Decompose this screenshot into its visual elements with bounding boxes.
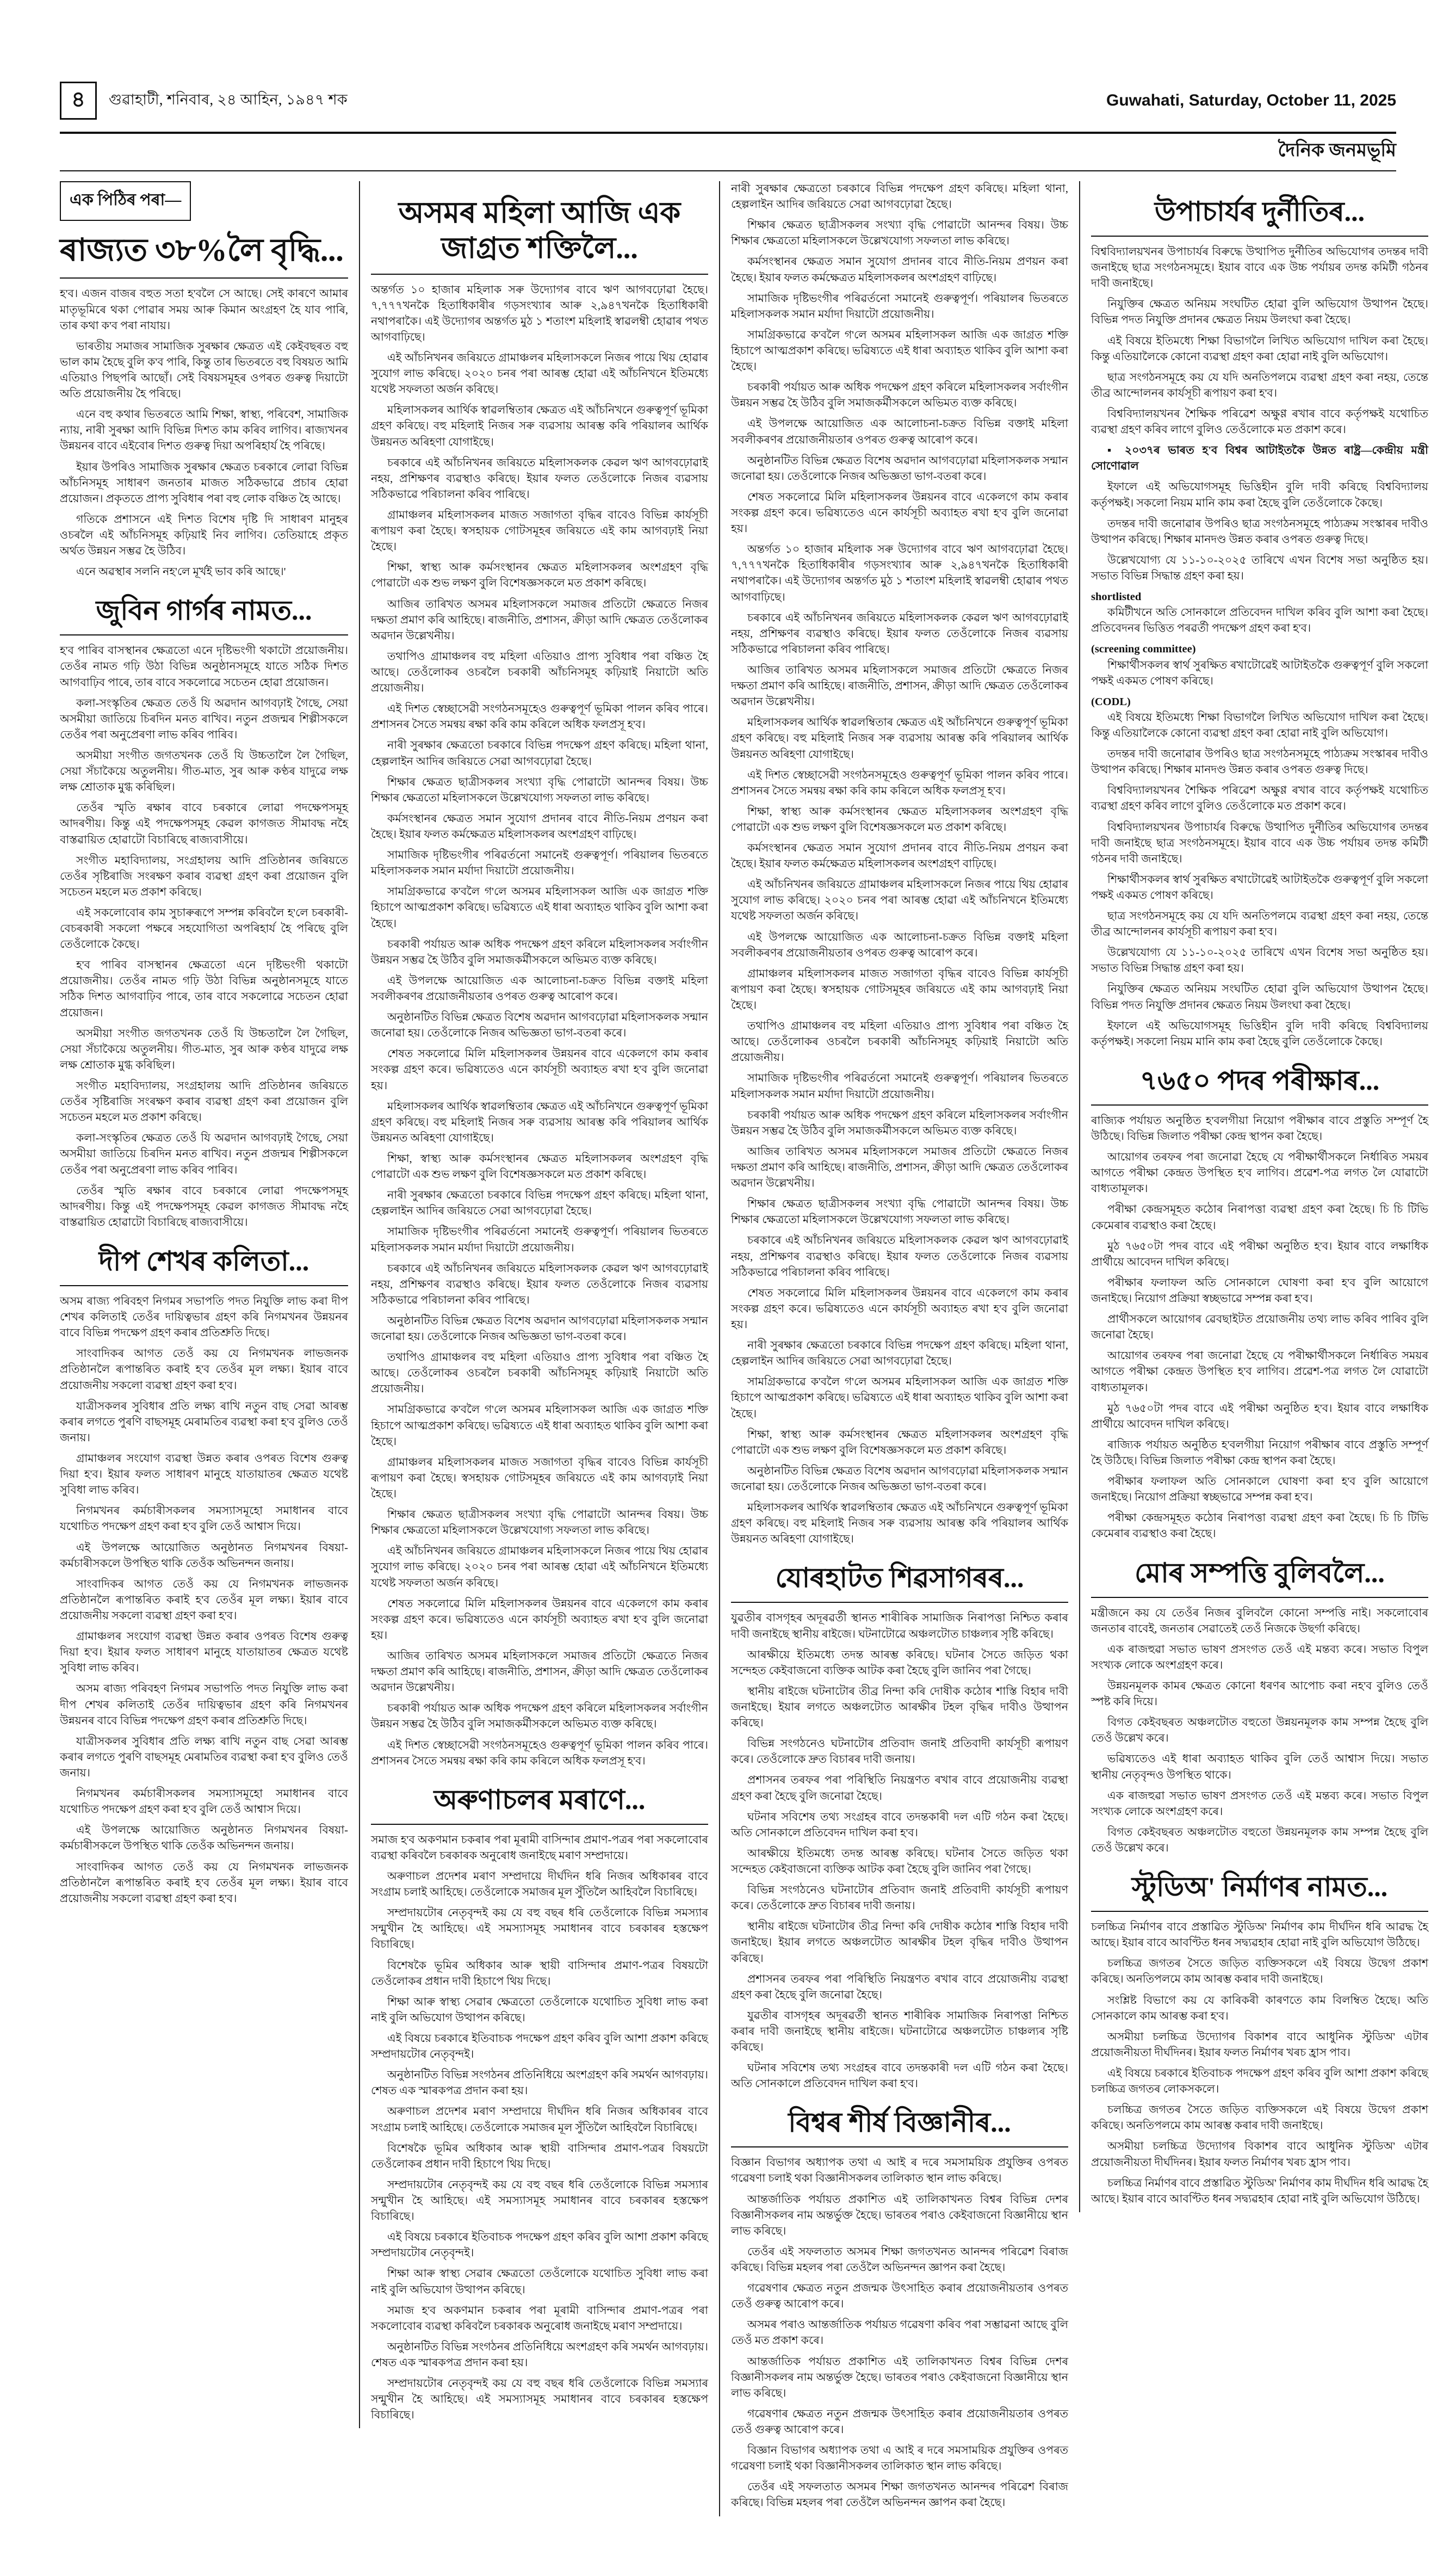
paragraph: নিযুক্তিৰ ক্ষেত্ৰত অনিয়ম সংঘটিত হোৱা বুলি অভিযোগ উত্থাপন হৈছে। বিভিন্ন পদত নিযুক্তি প্ৰদানৰ ক্ষেত্ৰত নিয়ম উলংঘা কৰা হৈছে। bbox=[1091, 983, 1428, 1011]
paragraph: শেষত সকলোৱে মিলি মহিলাসকলৰ উন্নয়নৰ বাবে একেলগে কাম কৰাৰ সংকল্প গ্ৰহণ কৰে। ভৱিষ্যতেও এনে কাৰ্যসূচী অব্যাহত ৰখা হ'ব বুলি জনোৱা হয়। bbox=[731, 1287, 1068, 1331]
paragraph: আজিৰ তাৰিখত অসমৰ মহিলাসকলে সমাজৰ প্ৰতিটো ক্ষেত্ৰতে নিজৰ দক্ষতা প্ৰমাণ কৰি আহিছে। ৰাজনীতি, প্ৰশাসন, ক্ৰীড়া আদি ক্ষেত্ৰত তেওঁলোকৰ অৱদান উল্লেখনীয়। bbox=[731, 1145, 1068, 1190]
paragraph: এই আঁচনিখনৰ জৰিয়তে গ্ৰামাঞ্চলৰ মহিলাসকলে নিজৰ পায়ে থিয় হোৱাৰ সুযোগ লাভ কৰিছে। ২০২০ চনৰ পৰা আৰম্ভ হোৱা এই আঁচনিখনে ইতিমধ্যে যথেষ্ট সফলতা অৰ্জন কৰিছে। bbox=[371, 352, 708, 396]
column-4 bbox=[1091, 181, 1428, 2212]
paragraph: এই দিশত স্বেচ্ছাসেৱী সংগঠনসমূহেও গুৰুত্বপূৰ্ণ ভূমিকা পালন কৰিব পাৰে। প্ৰশাসনৰ সৈতে সমন্বয় ৰক্ষা কৰি কাম কৰিলে অধিক ফলপ্ৰসূ হ'ব। bbox=[371, 703, 708, 731]
paragraph: গৱেষণাৰ ক্ষেত্ৰত নতুন প্ৰজন্মক উৎসাহিত কৰাৰ প্ৰয়োজনীয়তাৰ ওপৰত তেওঁ গুৰুত্ব আৰোপ কৰে। bbox=[731, 2408, 1068, 2436]
headline-rule bbox=[731, 1602, 1068, 1603]
paragraph: বিশ্ববিদ্যালয়খনৰ শৈক্ষিক পৰিৱেশ অক্ষুণ্ণ ৰখাৰ বাবে কৰ্তৃপক্ষই যথোচিত ব্যৱস্থা গ্ৰহণ কৰিব লাগে বুলিও তেওঁলোকে মত প্ৰকাশ কৰে। bbox=[1091, 408, 1428, 436]
paragraph: চৰকাৰে এই আঁচনিখনৰ জৰিয়তে মহিলাসকলক কেৱল ঋণ আগবঢ়োৱাই নহয়, প্ৰশিক্ষণৰ ব্যৱস্থাও কৰিছে। ইয়াৰ ফলত তেওঁলোকে নিজৰ ব্যৱসায় সঠিকভাৱে পৰিচালনা কৰিব পাৰিছে। bbox=[731, 612, 1068, 656]
paragraph: অসম ৰাজ্য পৰিবহণ নিগমৰ সভাপতি পদত নিযুক্তি লাভ কৰা দীপ শেখৰ কলিতাই তেওঁৰ দায়িত্বভাৰ গ্ৰহণ কৰি নিগমখনৰ উন্নয়নৰ বাবে বিভিন্ন পদক্ষেপ গ্ৰহণ কৰাৰ প্ৰতিশ্ৰুতি দিছে। bbox=[60, 1683, 348, 1727]
paragraph: উল্লেখযোগ্য যে ১১-১০-২০২৫ তাৰিখে এখন বিশেষ সভা অনুষ্ঠিত হয়। সভাত বিভিন্ন সিদ্ধান্ত গ্ৰহণ কৰা হয়। bbox=[1091, 554, 1428, 582]
article-body-rajyat bbox=[60, 286, 348, 580]
paragraph: সমাজ হ'ব অকণমান চকৰাৰ পৰা মূৰামী বাসিন্দাৰ প্ৰমাণ-পত্ৰৰ পৰা সকলোবোৰ ব্যৱস্থা কৰিবলৈ চৰকাৰক অনুৰোধ জনাইছে মৰাণ সম্প্ৰদায়ে। bbox=[371, 2304, 708, 2332]
paragraph: বিগত কেইবছৰত অঞ্চলটোত বহুতো উন্নয়নমূলক কাম সম্পন্ন হৈছে বুলি তেওঁ উল্লেখ কৰে। bbox=[1091, 1826, 1428, 1854]
paragraph: শিক্ষাৰ্থীসকলৰ স্বাৰ্থ সুৰক্ষিত ৰখাটোৱেই আটাইতকৈ গুৰুত্বপূৰ্ণ বুলি সকলো পক্ষই একমত পোষণ কৰিছে। bbox=[1091, 873, 1428, 902]
masthead-left bbox=[60, 82, 348, 120]
paragraph: অসমীয়া সংগীত জগতখনক তেওঁ যি উচ্চতালৈ লৈ গৈছিল, সেয়া সঁচাকৈয়ে অতুলনীয়। গীত-মাত, সুৰ আৰু কণ্ঠৰ যাদুৱে লক্ষ লক্ষ শ্ৰোতাক মুগ্ধ কৰিছিল। bbox=[60, 1027, 348, 1071]
paragraph: এক ৰাজহুৱা সভাত ভাষণ প্ৰসংগত তেওঁ এই মন্তব্য কৰে। সভাত বিপুল সংখ্যক লোকে অংশগ্ৰহণ কৰে। bbox=[1091, 1643, 1428, 1671]
paragraph: প্ৰশাসনৰ তৰফৰ পৰা পৰিস্থিতি নিয়ন্ত্ৰণত ৰখাৰ বাবে প্ৰয়োজনীয় ব্যৱস্থা গ্ৰহণ কৰা হৈছে বুলি জনোৱা হৈছে। bbox=[731, 1973, 1068, 2001]
paragraph: ছাত্ৰ সংগঠনসমূহে কয় যে যদি অনতিপলমে ব্যৱস্থা গ্ৰহণ কৰা নহয়, তেন্তে তীব্ৰ আন্দোলনৰ কাৰ্যসূচী ৰূপায়ণ কৰা হ'ব। bbox=[1091, 371, 1428, 399]
headline-rule bbox=[60, 634, 348, 635]
paragraph: ছাত্ৰ সংগঠনসমূহে কয় যে যদি অনতিপলমে ব্যৱস্থা গ্ৰহণ কৰা নহয়, তেন্তে তীব্ৰ আন্দোলনৰ কাৰ্যসূচী ৰূপায়ণ কৰা হ'ব। bbox=[1091, 910, 1428, 939]
paragraph: শেষত সকলোৱে মিলি মহিলাসকলৰ উন্নয়নৰ বাবে একেলগে কাম কৰাৰ সংকল্প গ্ৰহণ কৰে। ভৱিষ্যতেও এনে কাৰ্যসূচী অব্যাহত ৰখা হ'ব বুলি জনোৱা হয়। bbox=[731, 491, 1068, 535]
paragraph: অসমীয়া চলচ্চিত্ৰ উদ্যোগৰ বিকাশৰ বাবে আধুনিক স্টুডিঅ' এটাৰ প্ৰয়োজনীয়তা দীৰ্ঘদিনৰ। ইয়াৰ ফলত নিৰ্মাণৰ খৰচ হ্ৰাস পাব। bbox=[1091, 2030, 1428, 2059]
article-arunachal bbox=[371, 1783, 708, 2424]
paragraph: অনুষ্ঠানটিত বিভিন্ন ক্ষেত্ৰত বিশেষ অৱদান আগবঢ়োৱা মহিলাসকলক সন্মান জনোৱা হয়। তেওঁলোকে নিজৰ অভিজ্ঞতা ভাগ-বতৰা কৰে। bbox=[371, 1314, 708, 1343]
paragraph: পৰীক্ষাৰ ফলাফল অতি সোনকালে ঘোষণা কৰা হ'ব বুলি আয়োগে জনাইছে। নিয়োগ প্ৰক্ৰিয়া স্বচ্ছভাৱে সম্পন্ন কৰা হ'ব। bbox=[1091, 1476, 1428, 1504]
paragraph: ঘটনাৰ সবিশেষ তথ্য সংগ্ৰহৰ বাবে তদন্তকাৰী দল এটি গঠন কৰা হৈছে। অতি সোনকালে প্ৰতিবেদন দাখিল কৰা হ'ব। bbox=[731, 1811, 1068, 1839]
paragraph: চৰকাৰী পৰ্যায়ত আৰু অধিক পদক্ষেপ গ্ৰহণ কৰিলে মহিলাসকলৰ সৰ্বাংগীন উন্নয়ন সম্ভৱ হৈ উঠিব বুলি সমাজকৰ্মীসকলে অভিমত ব্যক্ত কৰিছে। bbox=[371, 938, 708, 966]
paragraph: অৰুণাচল প্ৰদেশৰ মৰাণ সম্প্ৰদায়ে দীৰ্ঘদিন ধৰি নিজৰ অধিকাৰৰ বাবে সংগ্ৰাম চলাই আহিছে। তেওঁলোকে সমাজৰ মূল সুঁতিলৈ আহিবলৈ বিচাৰিছে। bbox=[371, 2106, 708, 2134]
headline-rule bbox=[371, 274, 708, 275]
headline-deep-shekhar: দীপ শেখৰ কলিতা... bbox=[98, 1246, 309, 1277]
page-content bbox=[60, 181, 1428, 2516]
paragraph: চৰকাৰী পৰ্যায়ত আৰু অধিক পদক্ষেপ গ্ৰহণ কৰিলে মহিলাসকলৰ সৰ্বাংগীন উন্নয়ন সম্ভৱ হৈ উঠিব বুলি সমাজকৰ্মীসকলে অভিমত ব্যক্ত কৰিছে। bbox=[731, 1109, 1068, 1137]
paragraph: সামাজিক দৃষ্টিভংগীৰ পৰিৱৰ্তনো সমানেই গুৰুত্বপূৰ্ণ। পৰিয়ালৰ ভিতৰতে মহিলাসকলক সমান মৰ্যাদা দিয়াটো প্ৰয়োজনীয়। bbox=[371, 849, 708, 878]
paragraph: চলচ্চিত্ৰ জগতৰ সৈতে জড়িত ব্যক্তিসকলে এই বিষয়ে উদ্বেগ প্ৰকাশ কৰিছে। অনতিপলমে কাম আৰম্ভ কৰাৰ দাবী জনাইছে। bbox=[1091, 1958, 1428, 1986]
masthead-rule-thin bbox=[60, 170, 1396, 171]
paragraph: যুৱতীৰ বাসগৃহৰ অদূৰৱৰ্তী স্থানত শাৰীৰিক সামাজিক নিৰাপত্তা নিশ্চিত কৰাৰ দাবী জনাইছে স্থানীয় ৰাইজে। ঘটনাটোৱে অঞ্চলটোত চাঞ্চল্যৰ সৃষ্টি কৰিছে। bbox=[731, 1612, 1068, 1640]
paragraph: উন্নয়নমূলক কামৰ ক্ষেত্ৰত কোনো ধৰণৰ আপোচ কৰা নহ'ব বুলিও তেওঁ স্পষ্ট কৰি দিয়ে। bbox=[1091, 1680, 1428, 1708]
dateline-english: Guwahati, Saturday, October 11, 2025 bbox=[1106, 91, 1396, 109]
paragraph: আজিৰ তাৰিখত অসমৰ মহিলাসকলে সমাজৰ প্ৰতিটো ক্ষেত্ৰতে নিজৰ দক্ষতা প্ৰমাণ কৰি আহিছে। ৰাজনীতি, প্ৰশাসন, ক্ৰীড়া আদি ক্ষেত্ৰত তেওঁলোকৰ অৱদান উল্লেখনীয়। bbox=[731, 664, 1068, 708]
paragraph: অন্তৰ্গত ১০ হাজাৰ মহিলাক সৰু উদ্যোগৰ বাবে ঋণ আগবঢ়োৱা হৈছে। ৭,৭৭৭খনকৈ হিতাধিকাৰীৰ গড়সংখ্যাৰ আৰু ২,৯৪৭খনকৈ হিতাধিকাৰী নথাপৰাকৈ। এই উদ্যোগৰ অন্তৰ্গত মুঠ ১ শতাংশ মহিলাই স্বাৱলম্বী হোৱাৰ পথত আগবাঢ়িছে। bbox=[371, 283, 708, 343]
article-studio bbox=[1091, 1871, 1428, 2207]
article-body-scientist bbox=[731, 2155, 1068, 2511]
paragraph: নাৰী সুৰক্ষাৰ ক্ষেত্ৰতো চৰকাৰে বিভিন্ন পদক্ষেপ গ্ৰহণ কৰিছে। মহিলা থানা, হেল্পলাইন আদিৰ জৰিয়তে সেৱা আগবঢ়োৱা হৈছে। bbox=[731, 183, 1068, 211]
paragraph: কলা-সংস্কৃতিৰ ক্ষেত্ৰত তেওঁ যি অৱদান আগবঢ়াই গৈছে, সেয়া অসমীয়া জাতিয়ে চিৰদিন মনত ৰাখিব। নতুন প্ৰজন্মৰ শিল্পীসকলে তেওঁৰ পৰা অনুপ্ৰেৰণা লাভ কৰিব পাৰিব। bbox=[60, 1132, 348, 1176]
article-body-jorhat bbox=[731, 1610, 1068, 2092]
headline-arunachal: অৰুণাচলৰ মৰাণে... bbox=[433, 1784, 646, 1815]
dateline-assamese: গুৱাহাটী, শনিবাৰ, ২৪ আহিন, ১৯৪৭ শক bbox=[108, 91, 348, 108]
paragraph: কৰ্মসংস্থানৰ ক্ষেত্ৰত সমান সুযোগ প্ৰদানৰ বাবে নীতি-নিয়ম প্ৰণয়ন কৰা হৈছে। ইয়াৰ ফলত কৰ্মক্ষেত্ৰত মহিলাসকলৰ অংশগ্ৰহণ বাঢ়িছে। bbox=[731, 842, 1068, 871]
paragraph: ৰাজ্যিক পৰ্যায়ত অনুষ্ঠিত হ'বলগীয়া নিয়োগ পৰীক্ষাৰ বাবে প্ৰস্তুতি সম্পূৰ্ণ হৈ উঠিছে। বিভিন্ন জিলাত পৰীক্ষা কেন্দ্ৰ স্থাপন কৰা হৈছে। bbox=[1091, 1439, 1428, 1467]
paragraph: মন্ত্ৰীজনে কয় যে তেওঁৰ নিজৰ বুলিবলৈ কোনো সম্পত্তি নাই। সকলোবোৰ জনতাৰ বাবেই, জনতাৰ সেৱাতেই তেওঁ নিজকে উছৰ্গা কৰিছে। bbox=[1091, 1607, 1428, 1635]
paragraph: চৰকাৰে এই আঁচনিখনৰ জৰিয়তে মহিলাসকলক কেৱল ঋণ আগবঢ়োৱাই নহয়, প্ৰশিক্ষণৰ ব্যৱস্থাও কৰিছে। ইয়াৰ ফলত তেওঁলোকে নিজৰ ব্যৱসায় সঠিকভাৱে পৰিচালনা কৰিব পাৰিছে। bbox=[731, 1235, 1068, 1279]
paragraph: পৰীক্ষা কেন্দ্ৰসমূহত কঠোৰ নিৰাপত্তা ব্যৱস্থা গ্ৰহণ কৰা হৈছে। চি চি টিভি কেমেৰাৰ ব্যৱস্থাও কৰা হৈছে। bbox=[1091, 1203, 1428, 1232]
paragraph: যাত্ৰীসকলৰ সুবিধাৰ প্ৰতি লক্ষ্য ৰাখি নতুন বাছ সেৱা আৰম্ভ কৰাৰ লগতে পুৰণি বাছসমূহ মেৰামতিৰ ব্যৱস্থা কৰা হ'ব বুলিও তেওঁ জনায়। bbox=[60, 1735, 348, 1779]
article-body-jubin bbox=[60, 643, 348, 1231]
paragraph: মুঠ ৭৬৫০টা পদৰ বাবে এই পৰীক্ষা অনুষ্ঠিত হ'ব। ইয়াৰ বাবে লক্ষাধিক প্ৰাৰ্থীয়ে আবেদন দাখিল কৰিছে। bbox=[1091, 1240, 1428, 1268]
paragraph: শিক্ষাৰ ক্ষেত্ৰত ছাত্ৰীসকলৰ সংখ্যা বৃদ্ধি পোৱাটো আনন্দৰ বিষয়। উচ্চ শিক্ষাৰ ক্ষেত্ৰতো মহিলাসকলে উল্লেখযোগ্য সফলতা লাভ কৰিছে। bbox=[371, 776, 708, 804]
paragraph: চলচ্চিত্ৰ নিৰ্মাণৰ বাবে প্ৰস্তাৱিত স্টুডিঅ' নিৰ্মাণৰ কাম দীৰ্ঘদিন ধৰি আৱদ্ধ হৈ আছে। ইয়াৰ বাবে আবণ্টিত ধনৰ সদ্ব্যৱহাৰ হোৱা নাই বুলি অভিযোগ উঠিছে। bbox=[1091, 1921, 1428, 1949]
paragraph: অনুষ্ঠানটিত বিভিন্ন সংগঠনৰ প্ৰতিনিধিয়ে অংশগ্ৰহণ কৰি সমৰ্থন আগবঢ়ায়। শেষত এক স্মাৰকপত্ৰ প্ৰদান কৰা হয়। bbox=[371, 2341, 708, 2369]
paragraph: পৰীক্ষা কেন্দ্ৰসমূহত কঠোৰ নিৰাপত্তা ব্যৱস্থা গ্ৰহণ কৰা হৈছে। চি চি টিভি কেমেৰাৰ ব্যৱস্থাও কৰা হৈছে। bbox=[1091, 1512, 1428, 1540]
paragraph: তদন্তৰ দাবী জনোৱাৰ উপৰিও ছাত্ৰ সংগঠনসমূহে পাঠ্যক্ৰম সংস্কাৰৰ দাবীও উত্থাপন কৰিছে। শিক্ষাৰ মানদণ্ড উন্নত কৰাৰ ওপৰত গুৰুত্ব দিছে। bbox=[1091, 748, 1428, 776]
paragraph: প্ৰাৰ্থীসকলে আয়োগৰ ৱেবছাইটত প্ৰয়োজনীয় তথ্য লাভ কৰিব পাৰিব বুলি জনোৱা হৈছে। bbox=[1091, 1313, 1428, 1342]
paragraph: চৰকাৰে এই আঁচনিখনৰ জৰিয়তে মহিলাসকলক কেৱল ঋণ আগবঢ়োৱাই নহয়, প্ৰশিক্ষণৰ ব্যৱস্থাও কৰিছে। ইয়াৰ ফলত তেওঁলোকে নিজৰ ব্যৱসায় সঠিকভাৱে পৰিচালনা কৰিব পাৰিছে। bbox=[371, 1262, 708, 1306]
paragraph: শিক্ষা, স্বাস্থ্য আৰু কৰ্মসংস্থানৰ ক্ষেত্ৰত মহিলাসকলৰ অংশগ্ৰহণ বৃদ্ধি পোৱাটো এক শুভ লক্ষণ বুলি বিশেষজ্ঞসকলে মত প্ৰকাশ কৰিছে। bbox=[731, 805, 1068, 834]
paragraph: অসমৰ পৰাও আন্তৰ্জাতিক পৰ্যায়ত গৱেষণা কৰিব পৰা সম্ভাৱনা আছে বুলি তেওঁ মত প্ৰকাশ কৰে। bbox=[731, 2319, 1068, 2347]
column-2 bbox=[371, 181, 708, 2428]
paragraph: এই বিষয়ে চৰকাৰে ইতিবাচক পদক্ষেপ গ্ৰহণ কৰিব বুলি আশা প্ৰকাশ কৰিছে চলচ্চিত্ৰ জগতৰ লোকসকলে। bbox=[1091, 2067, 1428, 2096]
paragraph: মুঠ ৭৬৫০টা পদৰ বাবে এই পৰীক্ষা অনুষ্ঠিত হ'ব। ইয়াৰ বাবে লক্ষাধিক প্ৰাৰ্থীয়ে আবেদন দাখিল কৰিছে। bbox=[1091, 1402, 1428, 1430]
paragraph: বিশেষকৈ ভূমিৰ অধিকাৰ আৰু স্থায়ী বাসিন্দাৰ প্ৰমাণ-পত্ৰৰ বিষয়টো তেওঁলোকৰ প্ৰধান দাবী হিচাপে থিয় দিছে। bbox=[371, 1959, 708, 1988]
term-shortlisted: shortlisted bbox=[1091, 591, 1142, 603]
paragraph: এই উপলক্ষে আয়োজিত এক আলোচনা-চক্ৰত বিভিন্ন বক্তাই মহিলা সবলীকৰণৰ প্ৰয়োজনীয়তাৰ ওপৰত গুৰুত্ব আৰোপ কৰে। bbox=[371, 974, 708, 1003]
headline-rule bbox=[1091, 1104, 1428, 1106]
paragraph: অনুষ্ঠানটিত বিভিন্ন সংগঠনৰ প্ৰতিনিধিয়ে অংশগ্ৰহণ কৰি সমৰ্থন আগবঢ়ায়। শেষত এক স্মাৰকপত্ৰ প্ৰদান কৰা হয়। bbox=[371, 2069, 708, 2097]
paragraph: শিক্ষাৰ ক্ষেত্ৰত ছাত্ৰীসকলৰ সংখ্যা বৃদ্ধি পোৱাটো আনন্দৰ বিষয়। উচ্চ শিক্ষাৰ ক্ষেত্ৰতো মহিলাসকলে উল্লেখযোগ্য সফলতা লাভ কৰিছে। bbox=[731, 1198, 1068, 1226]
headline-rule bbox=[371, 1824, 708, 1825]
article-body-studio bbox=[1091, 1920, 1428, 2207]
paragraph: বিগত কেইবছৰত অঞ্চলটোত বহুতো উন্নয়নমূলক কাম সম্পন্ন হৈছে বুলি তেওঁ উল্লেখ কৰে। bbox=[1091, 1717, 1428, 1745]
paragraph: কমিটীখনে অতি সোনকালে প্ৰতিবেদন দাখিল কৰিব বুলি আশা কৰা হৈছে। প্ৰতিবেদনৰ ভিত্তিত পৰৱৰ্তী পদক্ষেপ গ্ৰহণ কৰা হ'ব। bbox=[1091, 607, 1428, 635]
article-body-7650-posts bbox=[1091, 1113, 1428, 1542]
paragraph: চৰকাৰে এই আঁচনিখনৰ জৰিয়তে মহিলাসকলক কেৱল ঋণ আগবঢ়োৱাই নহয়, প্ৰশিক্ষণৰ ব্যৱস্থাও কৰিছে। ইয়াৰ ফলত তেওঁলোকে নিজৰ ব্যৱসায় সঠিকভাৱে পৰিচালনা কৰিব পাৰিছে। bbox=[371, 456, 708, 501]
headline-7650-posts: ৭৬৫০ পদৰ পৰীক্ষাৰ... bbox=[1139, 1065, 1380, 1096]
paragraph: সাংবাদিকৰ আগত তেওঁ কয় যে নিগমখনক লাভজনক প্ৰতিষ্ঠানলৈ ৰূপান্তৰিত কৰাই হ'ব তেওঁৰ মূল লক্ষ্য। ইয়াৰ বাবে প্ৰয়োজনীয় সকলো ব্যৱস্থা গ্ৰহণ কৰা হ'ব। bbox=[60, 1861, 348, 1905]
paragraph: গ্ৰামাঞ্চলৰ মহিলাসকলৰ মাজত সজাগতা বৃদ্ধিৰ বাবেও বিভিন্ন কাৰ্যসূচী ৰূপায়ণ কৰা হৈছে। স্বসহায়ক গোটসমূহৰ জৰিয়তে এই কাম আগবঢ়াই নিয়া হৈছে। bbox=[371, 509, 708, 553]
paragraph: চৰকাৰী পৰ্যায়ত আৰু অধিক পদক্ষেপ গ্ৰহণ কৰিলে মহিলাসকলৰ সৰ্বাংগীন উন্নয়ন সম্ভৱ হৈ উঠিব বুলি সমাজকৰ্মীসকলে অভিমত ব্যক্ত কৰিছে। bbox=[731, 381, 1068, 410]
paragraph: সামাজিক দৃষ্টিভংগীৰ পৰিৱৰ্তনো সমানেই গুৰুত্বপূৰ্ণ। পৰিয়ালৰ ভিতৰতে মহিলাসকলক সমান মৰ্যাদা দিয়াটো প্ৰয়োজনীয়। bbox=[371, 1226, 708, 1254]
headline-vc-corruption: উপাচাৰ্যৰ দুৰ্নীতিৰ... bbox=[1154, 196, 1365, 227]
paragraph: বিভিন্ন সংগঠনেও ঘটনাটোৰ প্ৰতিবাদ জনাই প্ৰতিবাদী কাৰ্যসূচী ৰূপায়ণ কৰে। তেওঁলোকে দ্ৰুত বিচাৰৰ দাবী জনায়। bbox=[731, 1738, 1068, 1766]
paragraph: প্ৰশাসনৰ তৰফৰ পৰা পৰিস্থিতি নিয়ন্ত্ৰণত ৰখাৰ বাবে প্ৰয়োজনীয় ব্যৱস্থা গ্ৰহণ কৰা হৈছে বুলি জনোৱা হৈছে। bbox=[731, 1774, 1068, 1803]
paragraph: এই বিষয়ে ইতিমধ্যে শিক্ষা বিভাগলৈ লিখিত অভিযোগ দাখিল কৰা হৈছে। কিন্তু এতিয়ালৈকে কোনো ব্যৱস্থা গ্ৰহণ কৰা হোৱা নাই বুলি অভিযোগ। bbox=[1091, 335, 1428, 363]
paragraph: শেষত সকলোৱে মিলি মহিলাসকলৰ উন্নয়নৰ বাবে একেলগে কাম কৰাৰ সংকল্প গ্ৰহণ কৰে। ভৱিষ্যতেও এনে কাৰ্যসূচী অব্যাহত ৰখা হ'ব বুলি জনোৱা হয়। bbox=[371, 1048, 708, 1092]
paragraph: স্থানীয় ৰাইজে ঘটনাটোৰ তীব্ৰ নিন্দা কৰি দোষীক কঠোৰ শাস্তি বিহাৰ দাবী জনাইছে। ইয়াৰ লগতে অঞ্চলটোত আৰক্ষীৰ টহল বৃদ্ধিৰ দাবীও উত্থাপন কৰিছে। bbox=[731, 1685, 1068, 1730]
headline-rajyat: ৰাজ্যত ৩৮%লৈ বৃদ্ধি... bbox=[60, 232, 344, 268]
paragraph: গ্ৰামাঞ্চলৰ মহিলাসকলৰ মাজত সজাগতা বৃদ্ধিৰ বাবেও বিভিন্ন কাৰ্যসূচী ৰূপায়ণ কৰা হৈছে। স্বসহায়ক গোটসমূহৰ জৰিয়তে এই কাম আগবঢ়াই নিয়া হৈছে। bbox=[731, 967, 1068, 1012]
paragraph: এই উপলক্ষে আয়োজিত এক আলোচনা-চক্ৰত বিভিন্ন বক্তাই মহিলা সবলীকৰণৰ প্ৰয়োজনীয়তাৰ ওপৰত গুৰুত্ব আৰোপ কৰে। bbox=[731, 931, 1068, 959]
article-body-my-property bbox=[1091, 1606, 1428, 1857]
paragraph: সামগ্ৰিকভাৱে ক'বলৈ গ'লে অসমৰ মহিলাসকল আজি এক জাগ্ৰত শক্তি হিচাপে আত্মপ্ৰকাশ কৰিছে। ভৱিষ্যতে এই ধাৰা অব্যাহত থাকিব বুলি আশা কৰা হৈছে। bbox=[371, 886, 708, 930]
headline-rule bbox=[60, 277, 348, 279]
paragraph: তদন্তৰ দাবী জনোৱাৰ উপৰিও ছাত্ৰ সংগঠনসমূহে পাঠ্যক্ৰম সংস্কাৰৰ দাবীও উত্থাপন কৰিছে। শিক্ষাৰ মানদণ্ড উন্নত কৰাৰ ওপৰত গুৰুত্ব দিছে। bbox=[1091, 517, 1428, 546]
paragraph: চলচ্চিত্ৰ নিৰ্মাণৰ বাবে প্ৰস্তাৱিত স্টুডিঅ' নিৰ্মাণৰ কাম দীৰ্ঘদিন ধৰি আৱদ্ধ হৈ আছে। ইয়াৰ বাবে আবণ্টিত ধনৰ সদ্ব্যৱহাৰ হোৱা নাই বুলি অভিযোগ উঠিছে। bbox=[1091, 2177, 1428, 2205]
paragraph: আন্তৰ্জাতিক পৰ্যায়ত প্ৰকাশিত এই তালিকাখনত বিশ্বৰ বিভিন্ন দেশৰ বিজ্ঞানীসকলৰ নাম অন্তৰ্ভুক্ত হৈছে। ভাৰতৰ পৰাও কেইবাজনো বিজ্ঞানীয়ে স্থান লাভ কৰিছে। bbox=[731, 2355, 1068, 2399]
paragraph: গ্ৰামাঞ্চলৰ সংযোগ ব্যৱস্থা উন্নত কৰাৰ ওপৰত বিশেষ গুৰুত্ব দিয়া হ'ব। ইয়াৰ ফলত সাধাৰণ মানুহে যাতায়াতৰ ক্ষেত্ৰত যথেষ্ট সুবিধা লাভ কৰিব। bbox=[60, 1631, 348, 1675]
paragraph: আৰক্ষীয়ে ইতিমধ্যে তদন্ত আৰম্ভ কৰিছে। ঘটনাৰ সৈতে জড়িত থকা সন্দেহত কেইবাজনো ব্যক্তিক আটক কৰা হৈছে বুলি জানিব পৰা গৈছে। bbox=[731, 1847, 1068, 1875]
paragraph: শেষত সকলোৱে মিলি মহিলাসকলৰ উন্নয়নৰ বাবে একেলগে কাম কৰাৰ সংকল্প গ্ৰহণ কৰে। ভৱিষ্যতেও এনে কাৰ্যসূচী অব্যাহত ৰখা হ'ব বুলি জনোৱা হয়। bbox=[371, 1597, 708, 1641]
paragraph: অসমীয়া চলচ্চিত্ৰ উদ্যোগৰ বিকাশৰ বাবে আধুনিক স্টুডিঅ' এটাৰ প্ৰয়োজনীয়তা দীৰ্ঘদিনৰ। ইয়াৰ ফলত নিৰ্মাণৰ খৰচ হ্ৰাস পাব। bbox=[1091, 2140, 1428, 2169]
article-jorhat bbox=[731, 1562, 1068, 2092]
paragraph: ইফালে এই অভিযোগসমূহ ভিত্তিহীন বুলি দাবী কৰিছে বিশ্ববিদ্যালয় কৰ্তৃপক্ষই। সকলো নিয়ম মানি কাম কৰা হৈছে বুলি তেওঁলোকে কৈছে। bbox=[1091, 481, 1428, 509]
paragraph: শিক্ষাৰ ক্ষেত্ৰত ছাত্ৰীসকলৰ সংখ্যা বৃদ্ধি পোৱাটো আনন্দৰ বিষয়। উচ্চ শিক্ষাৰ ক্ষেত্ৰতো মহিলাসকলে উল্লেখযোগ্য সফলতা লাভ কৰিছে। bbox=[371, 1509, 708, 1537]
paragraph: কৰ্মসংস্থানৰ ক্ষেত্ৰত সমান সুযোগ প্ৰদানৰ বাবে নীতি-নিয়ম প্ৰণয়ন কৰা হৈছে। ইয়াৰ ফলত কৰ্মক্ষেত্ৰত মহিলাসকলৰ অংশগ্ৰহণ বাঢ়িছে। bbox=[731, 256, 1068, 284]
inline-subhead: ▪ ২০৩৭ৰ ভাৰত হ'ব বিশ্বৰ আটাইতকৈ উন্নত ৰাষ্ট্ৰ—কেন্দ্ৰীয় মন্ত্ৰী সোণোৱাল bbox=[1091, 445, 1428, 473]
paragraph: উল্লেখযোগ্য যে ১১-১০-২০২৫ তাৰিখে এখন বিশেষ সভা অনুষ্ঠিত হয়। সভাত বিভিন্ন সিদ্ধান্ত গ্ৰহণ কৰা হয়। bbox=[1091, 947, 1428, 975]
paragraph: সংশ্লিষ্ট বিভাগে কয় যে কাৰিকৰী কাৰণতে কাম বিলম্বিত হৈছে। অতি সোনকালে কাম আৰম্ভ কৰা হ'ব। bbox=[1091, 1994, 1428, 2022]
paragraph: এই সকলোবোৰ কাম সুচাৰুৰূপে সম্পন্ন কৰিবলৈ হ'লে চৰকাৰী-বেচৰকাৰী সকলো পক্ষৰে সহযোগিতা অপৰিহাৰ্য হৈ পৰিছে বুলি তেওঁলোকে কৈছে। bbox=[60, 906, 348, 951]
paragraph: এই বিষয়ে চৰকাৰে ইতিবাচক পদক্ষেপ গ্ৰহণ কৰিব বুলি আশা প্ৰকাশ কৰিছে সম্প্ৰদায়টোৰ নেতৃবৃন্দই। bbox=[371, 2032, 708, 2061]
headline-rule bbox=[1091, 236, 1428, 237]
paragraph: সম্প্ৰদায়টোৰ নেতৃবৃন্দই কয় যে বহু বছৰ ধৰি তেওঁলোকে বিভিন্ন সমস্যাৰ সন্মুখীন হৈ আহিছে। এই সমস্যাসমূহ সমাধানৰ বাবে চৰকাৰৰ হস্তক্ষেপ বিচাৰিছে। bbox=[371, 2378, 708, 2422]
paragraph: এই উপলক্ষে আয়োজিত এক আলোচনা-চক্ৰত বিভিন্ন বক্তাই মহিলা সবলীকৰণৰ প্ৰয়োজনীয়তাৰ ওপৰত গুৰুত্ব আৰোপ কৰে। bbox=[731, 418, 1068, 446]
article-rajyat bbox=[60, 181, 348, 580]
paragraph: আয়োগৰ তৰফৰ পৰা জনোৱা হৈছে যে পৰীক্ষাৰ্থীসকলে নিৰ্ধাৰিত সময়ৰ আগতে পৰীক্ষা কেন্দ্ৰত উপস্থিত হ'ব লাগিব। প্ৰৱেশ-পত্ৰ লগত লৈ যোৱাটো বাধ্যতামূলক। bbox=[1091, 1350, 1428, 1394]
paragraph: ঘটনাৰ সবিশেষ তথ্য সংগ্ৰহৰ বাবে তদন্তকাৰী দল এটি গঠন কৰা হৈছে। অতি সোনকালে প্ৰতিবেদন দাখিল কৰা হ'ব। bbox=[731, 2062, 1068, 2090]
paragraph: সাংবাদিকৰ আগত তেওঁ কয় যে নিগমখনক লাভজনক প্ৰতিষ্ঠানলৈ ৰূপান্তৰিত কৰাই হ'ব তেওঁৰ মূল লক্ষ্য। ইয়াৰ বাবে প্ৰয়োজনীয় সকলো ব্যৱস্থা গ্ৰহণ কৰা হ'ব। bbox=[60, 1348, 348, 1392]
paragraph: সম্প্ৰদায়টোৰ নেতৃবৃন্দই কয় যে বহু বছৰ ধৰি তেওঁলোকে বিভিন্ন সমস্যাৰ সন্মুখীন হৈ আহিছে। এই সমস্যাসমূহ সমাধানৰ বাবে চৰকাৰৰ হস্তক্ষেপ বিচাৰিছে। bbox=[371, 1907, 708, 1951]
headline-rule bbox=[731, 2146, 1068, 2147]
paragraph: বিজ্ঞান বিভাগৰ অধ্যাপক তথা এ আই ৰ দৰে সমসাময়িক প্ৰযুক্তিৰ ওপৰত গৱেষণা চলাই থকা বিজ্ঞানীসকলৰ তালিকাত স্থান লাভ কৰিছে। bbox=[731, 2445, 1068, 2473]
term-codl: (CODL) bbox=[1091, 695, 1131, 708]
paragraph: বিশ্ববিদ্যালয়খনৰ উপাচাৰ্যৰ বিৰুদ্ধে উত্থাপিত দুৰ্নীতিৰ অভিযোগৰ তদন্তৰ দাবী জনাইছে ছাত্ৰ সংগঠনসমূহে। ইয়াৰ বাবে এক উচ্চ পৰ্যায়ৰ তদন্ত কমিটী গঠনৰ দাবী জনাইছে। bbox=[1091, 821, 1428, 865]
paragraph: কলা-সংস্কৃতিৰ ক্ষেত্ৰত তেওঁ যি অৱদান আগবঢ়াই গৈছে, সেয়া অসমীয়া জাতিয়ে চিৰদিন মনত ৰাখিব। নতুন প্ৰজন্মৰ শিল্পীসকলে তেওঁৰ পৰা অনুপ্ৰেৰণা লাভ কৰিব পাৰিব। bbox=[60, 697, 348, 741]
paragraph: গ্ৰামাঞ্চলৰ সংযোগ ব্যৱস্থা উন্নত কৰাৰ ওপৰত বিশেষ গুৰুত্ব দিয়া হ'ব। ইয়াৰ ফলত সাধাৰণ মানুহে যাতায়াতৰ ক্ষেত্ৰত যথেষ্ট সুবিধা লাভ কৰিব। bbox=[60, 1453, 348, 1497]
paragraph: গৱেষণাৰ ক্ষেত্ৰত নতুন প্ৰজন্মক উৎসাহিত কৰাৰ প্ৰয়োজনীয়তাৰ ওপৰত তেওঁ গুৰুত্ব আৰোপ কৰে। bbox=[731, 2282, 1068, 2311]
paragraph: এই আঁচনিখনৰ জৰিয়তে গ্ৰামাঞ্চলৰ মহিলাসকলে নিজৰ পায়ে থিয় হোৱাৰ সুযোগ লাভ কৰিছে। ২০২০ চনৰ পৰা আৰম্ভ হোৱা এই আঁচনিখনে ইতিমধ্যে যথেষ্ট সফলতা অৰ্জন কৰিছে। bbox=[731, 879, 1068, 923]
paragraph: চৰকাৰী পৰ্যায়ত আৰু অধিক পদক্ষেপ গ্ৰহণ কৰিলে মহিলাসকলৰ সৰ্বাংগীন উন্নয়ন সম্ভৱ হৈ উঠিব বুলি সমাজকৰ্মীসকলে অভিমত ব্যক্ত কৰিছে। bbox=[371, 1702, 708, 1731]
paragraph: সমাজ হ'ব অকণমান চকৰাৰ পৰা মূৰামী বাসিন্দাৰ প্ৰমাণ-পত্ৰৰ পৰা সকলোবোৰ ব্যৱস্থা কৰিবলৈ চৰকাৰক অনুৰোধ জনাইছে মৰাণ সম্প্ৰদায়ে। bbox=[371, 1834, 708, 1862]
column-3 bbox=[731, 181, 1068, 2516]
paragraph: অসম ৰাজ্য পৰিবহণ নিগমৰ সভাপতি পদত নিযুক্তি লাভ কৰা দীপ শেখৰ কলিতাই তেওঁৰ দায়িত্বভাৰ গ্ৰহণ কৰি নিগমখনৰ উন্নয়নৰ বাবে বিভিন্ন পদক্ষেপ গ্ৰহণ কৰাৰ প্ৰতিশ্ৰুতি দিছে। bbox=[60, 1295, 348, 1340]
paragraph: নিগমখনৰ কৰ্মচাৰীসকলৰ সমস্যাসমূহো সমাধানৰ বাবে যথোচিত পদক্ষেপ গ্ৰহণ কৰা হ'ব বুলি তেওঁ আশ্বাস দিয়ে। bbox=[60, 1788, 348, 1816]
paragraph: তেওঁৰ এই সফলতাত অসমৰ শিক্ষা জগতখনত আনন্দৰ পৰিৱেশ বিৰাজ কৰিছে। বিভিন্ন মহলৰ পৰা তেওঁলৈ অভিনন্দন জ্ঞাপন কৰা হৈছে। bbox=[731, 2245, 1068, 2274]
paragraph: হ'ব। এজন বাজৰ বহুত সতা হ'বলৈ সে আছে। সেই কাৰণে আমাৰ মাতৃভূমিৰে থকা পোৱাৰ সময় আৰু কিমান অংগ্ৰহণ হৈ যাব পাৰি, তাৰ কথা ক'ব পৰা নাযায়। bbox=[60, 288, 348, 332]
article-kicker: এক পিঠিৰ পৰা— bbox=[60, 181, 191, 221]
page-number: ৪ bbox=[60, 82, 97, 120]
paragraph: বিশ্ববিদ্যালয়খনৰ শৈক্ষিক পৰিৱেশ অক্ষুণ্ণ ৰখাৰ বাবে কৰ্তৃপক্ষই যথোচিত ব্যৱস্থা গ্ৰহণ কৰিব লাগে বুলিও তেওঁলোকে মত প্ৰকাশ কৰে। bbox=[1091, 785, 1428, 813]
paragraph: হ'ব পাৰিব বাসস্থানৰ ক্ষেত্ৰতো এনে দৃষ্টিভংগী থকাটো প্ৰয়োজনীয়। তেওঁৰ নামত গঢ়ি উঠা বিভিন্ন অনুষ্ঠানসমূহে যাতে সঠিক দিশত আগবাঢ়িব পাৰে, তাৰ বাবে সকলোৱে সচেতন হোৱা প্ৰয়োজন। bbox=[60, 959, 348, 1019]
article-vc-corruption bbox=[1091, 195, 1428, 1050]
paragraph: তেওঁৰ এই সফলতাত অসমৰ শিক্ষা জগতখনত আনন্দৰ পৰিৱেশ বিৰাজ কৰিছে। বিভিন্ন মহলৰ পৰা তেওঁলৈ অভিনন্দন জ্ঞাপন কৰা হৈছে। bbox=[731, 2481, 1068, 2509]
paragraph: তথাপিও গ্ৰামাঞ্চলৰ বহু মহিলা এতিয়াও প্ৰাপ্য সুবিধাৰ পৰা বঞ্চিত হৈ আছে। তেওঁলোকৰ ওচৰলৈ চৰকাৰী আঁচনিসমূহ কঢ়িয়াই নিয়াটো অতি প্ৰয়োজনীয়। bbox=[371, 650, 708, 695]
paragraph: সামগ্ৰিকভাৱে ক'বলৈ গ'লে অসমৰ মহিলাসকল আজি এক জাগ্ৰত শক্তি হিচাপে আত্মপ্ৰকাশ কৰিছে। ভৱিষ্যতে এই ধাৰা অব্যাহত থাকিব বুলি আশা কৰা হৈছে। bbox=[371, 1404, 708, 1448]
headline-my-property: মোৰ সম্পত্তি বুলিবলৈ... bbox=[1135, 1557, 1385, 1588]
paragraph: অনুষ্ঠানটিত বিভিন্ন ক্ষেত্ৰত বিশেষ অৱদান আগবঢ়োৱা মহিলাসকলক সন্মান জনোৱা হয়। তেওঁলোকে নিজৰ অভিজ্ঞতা ভাগ-বতৰা কৰে। bbox=[371, 1011, 708, 1040]
term-screening-committee: (screening committee) bbox=[1091, 643, 1196, 656]
article-7650-posts bbox=[1091, 1064, 1428, 1542]
paragraph: এই দিশত স্বেচ্ছাসেৱী সংগঠনসমূহেও গুৰুত্বপূৰ্ণ ভূমিকা পালন কৰিব পাৰে। প্ৰশাসনৰ সৈতে সমন্বয় ৰক্ষা কৰি কাম কৰিলে অধিক ফলপ্ৰসূ হ'ব। bbox=[731, 769, 1068, 797]
paragraph: অনুষ্ঠানটিত বিভিন্ন ক্ষেত্ৰত বিশেষ অৱদান আগবঢ়োৱা মহিলাসকলক সন্মান জনোৱা হয়। তেওঁলোকে নিজৰ অভিজ্ঞতা ভাগ-বতৰা কৰে। bbox=[731, 454, 1068, 483]
paragraph: স্থানীয় ৰাইজে ঘটনাটোৰ তীব্ৰ নিন্দা কৰি দোষীক কঠোৰ শাস্তি বিহাৰ দাবী জনাইছে। ইয়াৰ লগতে অঞ্চলটোত আৰক্ষীৰ টহল বৃদ্ধিৰ দাবীও উত্থাপন কৰিছে। bbox=[731, 1921, 1068, 1965]
paragraph: তেওঁৰ স্মৃতি ৰক্ষাৰ বাবে চৰকাৰে লোৱা পদক্ষেপসমূহ আদৰণীয়। কিন্তু এই পদক্ষেপসমূহ কেৱল কাগজত সীমাবদ্ধ নহৈ বাস্তৱায়িত হোৱাটো বিচাৰিছে ৰাজ্যবাসীয়ে। bbox=[60, 1184, 348, 1229]
headline-rule bbox=[1091, 1597, 1428, 1598]
paragraph: আজিৰ তাৰিখত অসমৰ মহিলাসকলে সমাজৰ প্ৰতিটো ক্ষেত্ৰতে নিজৰ দক্ষতা প্ৰমাণ কৰি আহিছে। ৰাজনীতি, প্ৰশাসন, ক্ৰীড়া আদি ক্ষেত্ৰত তেওঁলোকৰ অৱদান উল্লেখনীয়। bbox=[371, 598, 708, 642]
paragraph: নাৰী সুৰক্ষাৰ ক্ষেত্ৰতো চৰকাৰে বিভিন্ন পদক্ষেপ গ্ৰহণ কৰিছে। মহিলা থানা, হেল্পলাইন আদিৰ জৰিয়তে সেৱা আগবঢ়োৱা হৈছে। bbox=[731, 1340, 1068, 1368]
paragraph: এই উপলক্ষে আয়োজিত অনুষ্ঠানত নিগমখনৰ বিষয়া-কৰ্মচাৰীসকলে উপস্থিত থাকি তেওঁক অভিনন্দন জনায়। bbox=[60, 1541, 348, 1570]
headline-jubin: জুবিন গাৰ্গৰ নামত... bbox=[96, 595, 312, 626]
paragraph: গ্ৰামাঞ্চলৰ মহিলাসকলৰ মাজত সজাগতা বৃদ্ধিৰ বাবেও বিভিন্ন কাৰ্যসূচী ৰূপায়ণ কৰা হৈছে। স্বসহায়ক গোটসমূহৰ জৰিয়তে এই কাম আগবঢ়াই নিয়া হৈছে। bbox=[371, 1456, 708, 1501]
paragraph: পৰীক্ষাৰ ফলাফল অতি সোনকালে ঘোষণা কৰা হ'ব বুলি আয়োগে জনাইছে। নিয়োগ প্ৰক্ৰিয়া স্বচ্ছভাৱে সম্পন্ন কৰা হ'ব। bbox=[1091, 1276, 1428, 1305]
article-deep-shekhar bbox=[60, 1245, 348, 1907]
headline-rule bbox=[60, 1285, 348, 1286]
paragraph: যুৱতীৰ বাসগৃহৰ অদূৰৱৰ্তী স্থানত শাৰীৰিক সামাজিক নিৰাপত্তা নিশ্চিত কৰাৰ দাবী জনাইছে স্থানীয় ৰাইজে। ঘটনাটোৱে অঞ্চলটোত চাঞ্চল্যৰ সৃষ্টি কৰিছে। bbox=[731, 2009, 1068, 2054]
paragraph: শিক্ষা, স্বাস্থ্য আৰু কৰ্মসংস্থানৰ ক্ষেত্ৰত মহিলাসকলৰ অংশগ্ৰহণ বৃদ্ধি পোৱাটো এক শুভ লক্ষণ বুলি বিশেষজ্ঞসকলে মত প্ৰকাশ কৰিছে। bbox=[731, 1428, 1068, 1456]
paragraph: মহিলাসকলৰ আৰ্থিক স্বাৱলম্বিতাৰ ক্ষেত্ৰত এই আঁচনিখনে গুৰুত্বপূৰ্ণ ভূমিকা গ্ৰহণ কৰিছে। বহু মহিলাই নিজৰ সৰু ব্যৱসায় আৰম্ভ কৰি পৰিয়ালৰ আৰ্থিক উন্নয়নত অৰিহণা যোগাইছে। bbox=[371, 1100, 708, 1144]
paragraph: আয়োগৰ তৰফৰ পৰা জনোৱা হৈছে যে পৰীক্ষাৰ্থীসকলে নিৰ্ধাৰিত সময়ৰ আগতে পৰীক্ষা কেন্দ্ৰত উপস্থিত হ'ব লাগিব। প্ৰৱেশ-পত্ৰ লগত লৈ যোৱাটো বাধ্যতামূলক। bbox=[1091, 1151, 1428, 1195]
paragraph: চলচ্চিত্ৰ জগতৰ সৈতে জড়িত ব্যক্তিসকলে এই বিষয়ে উদ্বেগ প্ৰকাশ কৰিছে। অনতিপলমে কাম আৰম্ভ কৰাৰ দাবী জনাইছে। bbox=[1091, 2104, 1428, 2132]
article-body-mahila-part2 bbox=[731, 181, 1068, 1547]
headline-rule bbox=[1091, 1911, 1428, 1912]
paragraph: অসমীয়া সংগীত জগতখনক তেওঁ যি উচ্চতালৈ লৈ গৈছিল, সেয়া সঁচাকৈয়ে অতুলনীয়। গীত-মাত, সুৰ আৰু কণ্ঠৰ যাদুৱে লক্ষ লক্ষ শ্ৰোতাক মুগ্ধ কৰিছিল। bbox=[60, 749, 348, 794]
paragraph: এই উপলক্ষে আয়োজিত অনুষ্ঠানত নিগমখনৰ বিষয়া-কৰ্মচাৰীসকলে উপস্থিত থাকি তেওঁক অভিনন্দন জনায়। bbox=[60, 1824, 348, 1853]
paragraph: অনুষ্ঠানটিত বিভিন্ন ক্ষেত্ৰত বিশেষ অৱদান আগবঢ়োৱা মহিলাসকলক সন্মান জনোৱা হয়। তেওঁলোকে নিজৰ অভিজ্ঞতা ভাগ-বতৰা কৰে। bbox=[731, 1465, 1068, 1493]
paragraph: মহিলাসকলৰ আৰ্থিক স্বাৱলম্বিতাৰ ক্ষেত্ৰত এই আঁচনিখনে গুৰুত্বপূৰ্ণ ভূমিকা গ্ৰহণ কৰিছে। বহু মহিলাই নিজৰ সৰু ব্যৱসায় আৰম্ভ কৰি পৰিয়ালৰ আৰ্থিক উন্নয়নত অৰিহণা যোগাইছে। bbox=[731, 717, 1068, 761]
paragraph: বিশেষকৈ ভূমিৰ অধিকাৰ আৰু স্থায়ী বাসিন্দাৰ প্ৰমাণ-পত্ৰৰ বিষয়টো তেওঁলোকৰ প্ৰধান দাবী হিচাপে থিয় দিছে। bbox=[371, 2142, 708, 2170]
article-mahila-headline-block bbox=[371, 195, 708, 275]
paragraph: সামাজিক দৃষ্টিভংগীৰ পৰিৱৰ্তনো সমানেই গুৰুত্বপূৰ্ণ। পৰিয়ালৰ ভিতৰতে মহিলাসকলক সমান মৰ্যাদা দিয়াটো প্ৰয়োজনীয়। bbox=[731, 292, 1068, 320]
paragraph: হ'ব পাৰিব বাসস্থানৰ ক্ষেত্ৰতো এনে দৃষ্টিভংগী থকাটো প্ৰয়োজনীয়। তেওঁৰ নামত গঢ়ি উঠা বিভিন্ন অনুষ্ঠানসমূহে যাতে সঠিক দিশত আগবাঢ়িব পাৰে, তাৰ বাবে সকলোৱে সচেতন হোৱা প্ৰয়োজন। bbox=[60, 645, 348, 689]
paragraph: শিক্ষা আৰু স্বাস্থ্য সেৱাৰ ক্ষেত্ৰতো তেওঁলোকে যথোচিত সুবিধা লাভ কৰা নাই বুলি অভিযোগ উত্থাপন কৰিছে। bbox=[371, 2268, 708, 2296]
paragraph: শিক্ষা, স্বাস্থ্য আৰু কৰ্মসংস্থানৰ ক্ষেত্ৰত মহিলাসকলৰ অংশগ্ৰহণ বৃদ্ধি পোৱাটো এক শুভ লক্ষণ বুলি বিশেষজ্ঞসকলে মত প্ৰকাশ কৰিছে। bbox=[371, 1152, 708, 1181]
paragraph: তেওঁৰ স্মৃতি ৰক্ষাৰ বাবে চৰকাৰে লোৱা পদক্ষেপসমূহ আদৰণীয়। কিন্তু এই পদক্ষেপসমূহ কেৱল কাগজত সীমাবদ্ধ নহৈ বাস্তৱায়িত হোৱাটো বিচাৰিছে ৰাজ্যবাসীয়ে। bbox=[60, 802, 348, 846]
paragraph: এই বিষয়ে চৰকাৰে ইতিবাচক পদক্ষেপ গ্ৰহণ কৰিব বুলি আশা প্ৰকাশ কৰিছে সম্প্ৰদায়টোৰ নেতৃবৃন্দই। bbox=[371, 2231, 708, 2260]
paragraph: কৰ্মসংস্থানৰ ক্ষেত্ৰত সমান সুযোগ প্ৰদানৰ বাবে নীতি-নিয়ম প্ৰণয়ন কৰা হৈছে। ইয়াৰ ফলত কৰ্মক্ষেত্ৰত মহিলাসকলৰ অংশগ্ৰহণ বাঢ়িছে। bbox=[371, 812, 708, 841]
article-my-property bbox=[1091, 1557, 1428, 1857]
paragraph: সংগীত মহাবিদ্যালয়, সংগ্ৰহালয় আদি প্ৰতিষ্ঠানৰ জৰিয়তে তেওঁৰ সৃষ্টিৰাজি সংৰক্ষণ কৰাৰ ব্যৱস্থা গ্ৰহণ কৰা প্ৰয়োজন বুলি সচেতন মহলে মত প্ৰকাশ কৰিছে। bbox=[60, 854, 348, 898]
paragraph: এই বিষয়ে ইতিমধ্যে শিক্ষা বিভাগলৈ লিখিত অভিযোগ দাখিল কৰা হৈছে। কিন্তু এতিয়ালৈকে কোনো ব্যৱস্থা গ্ৰহণ কৰা হোৱা নাই বুলি অভিযোগ। bbox=[1091, 711, 1428, 739]
paragraph: ইফালে এই অভিযোগসমূহ ভিত্তিহীন বুলি দাবী কৰিছে বিশ্ববিদ্যালয় কৰ্তৃপক্ষই। সকলো নিয়ম মানি কাম কৰা হৈছে বুলি তেওঁলোকে কৈছে। bbox=[1091, 1020, 1428, 1048]
article-body-mahila-part1 bbox=[371, 282, 708, 1769]
paragraph: সামগ্ৰিকভাৱে ক'বলৈ গ'লে অসমৰ মহিলাসকল আজি এক জাগ্ৰত শক্তি হিচাপে আত্মপ্ৰকাশ কৰিছে। ভৱিষ্যতে এই ধাৰা অব্যাহত থাকিব বুলি আশা কৰা হৈছে। bbox=[731, 329, 1068, 373]
paragraph: বিশ্ববিদ্যালয়খনৰ উপাচাৰ্যৰ বিৰুদ্ধে উত্থাপিত দুৰ্নীতিৰ অভিযোগৰ তদন্তৰ দাবী জনাইছে ছাত্ৰ সংগঠনসমূহে। ইয়াৰ বাবে এক উচ্চ পৰ্যায়ৰ তদন্ত কমিটী গঠনৰ দাবী জনাইছে। bbox=[1091, 246, 1428, 290]
paragraph: এনে অৱস্থাৰ সলনি নহ'লে মূৰ্খই ভাব কৰি আছে।' bbox=[76, 566, 286, 578]
paragraph: সংগীত মহাবিদ্যালয়, সংগ্ৰহালয় আদি প্ৰতিষ্ঠানৰ জৰিয়তে তেওঁৰ সৃষ্টিৰাজি সংৰক্ষণ কৰাৰ ব্যৱস্থা গ্ৰহণ কৰা প্ৰয়োজন বুলি সচেতন মহলে মত প্ৰকাশ কৰিছে। bbox=[60, 1080, 348, 1124]
paragraph: সাংবাদিকৰ আগত তেওঁ কয় যে নিগমখনক লাভজনক প্ৰতিষ্ঠানলৈ ৰূপান্তৰিত কৰাই হ'ব তেওঁৰ মূল লক্ষ্য। ইয়াৰ বাবে প্ৰয়োজনীয় সকলো ব্যৱস্থা গ্ৰহণ কৰা হ'ব। bbox=[60, 1578, 348, 1622]
paragraph: আৰক্ষীয়ে ইতিমধ্যে তদন্ত আৰম্ভ কৰিছে। ঘটনাৰ সৈতে জড়িত থকা সন্দেহত কেইবাজনো ব্যক্তিক আটক কৰা হৈছে বুলি জানিব পৰা গৈছে। bbox=[731, 1649, 1068, 1677]
paragraph: অন্তৰ্গত ১০ হাজাৰ মহিলাক সৰু উদ্যোগৰ বাবে ঋণ আগবঢ়োৱা হৈছে। ৭,৭৭৭খনকৈ হিতাধিকাৰীৰ গড়সংখ্যাৰ আৰু ২,৯৪৭খনকৈ হিতাধিকাৰী নথাপৰাকৈ। এই উদ্যোগৰ অন্তৰ্গত মুঠ ১ শতাংশ মহিলাই স্বাৱলম্বী হোৱাৰ পথত আগবাঢ়িছে। bbox=[731, 544, 1068, 603]
paragraph: এনে বহু কথাৰ ভিতৰতে আমি শিক্ষা, স্বাস্থ্য, পৰিবেশ, সামাজিক ন্যায়, নাৰী সুৰক্ষা আদি বিভিন্ন দিশত কাম কৰিব লাগিব। ৰাজ্যখনৰ উন্নয়নৰ বাবে এইবোৰ দিশত গুৰুত্ব দিয়া অপৰিহাৰ্য হৈ পৰিছে। bbox=[60, 409, 348, 453]
article-scientist bbox=[731, 2106, 1068, 2511]
paragraph: তথাপিও গ্ৰামাঞ্চলৰ বহু মহিলা এতিয়াও প্ৰাপ্য সুবিধাৰ পৰা বঞ্চিত হৈ আছে। তেওঁলোকৰ ওচৰলৈ চৰকাৰী আঁচনিসমূহ কঢ়িয়াই নিয়াটো অতি প্ৰয়োজনীয়। bbox=[731, 1020, 1068, 1064]
paragraph: মহিলাসকলৰ আৰ্থিক স্বাৱলম্বিতাৰ ক্ষেত্ৰত এই আঁচনিখনে গুৰুত্বপূৰ্ণ ভূমিকা গ্ৰহণ কৰিছে। বহু মহিলাই নিজৰ সৰু ব্যৱসায় আৰম্ভ কৰি পৰিয়ালৰ আৰ্থিক উন্নয়নত অৰিহণা যোগাইছে। bbox=[731, 1502, 1068, 1546]
paragraph: অৰুণাচল প্ৰদেশৰ মৰাণ সম্প্ৰদায়ে দীৰ্ঘদিন ধৰি নিজৰ অধিকাৰৰ বাবে সংগ্ৰাম চলাই আহিছে। তেওঁলোকে সমাজৰ মূল সুঁতিলৈ আহিবলৈ বিচাৰিছে। bbox=[371, 1871, 708, 1899]
article-body-vc-corruption bbox=[1091, 244, 1428, 1050]
paragraph: নাৰী সুৰক্ষাৰ ক্ষেত্ৰতো চৰকাৰে বিভিন্ন পদক্ষেপ গ্ৰহণ কৰিছে। মহিলা থানা, হেল্পলাইন আদিৰ জৰিয়তে সেৱা আগবঢ়োৱা হৈছে। bbox=[371, 739, 708, 768]
paragraph: ভাৰতীয় সমাজৰ সামাজিক সুৰক্ষাৰ ক্ষেত্ৰত এই কেইবছৰত বহু ভাল কাম হৈছে বুলি ক'ব পাৰি, কিন্তু তাৰ ভিতৰতে বহু বিষয়ত আমি এতিয়াও পিছপৰি আছোঁ। সেই বিষয়সমূহৰ ওপৰত গুৰুত্ব দিয়াটো অতি প্ৰয়োজনীয় হৈ পৰিছে। bbox=[60, 340, 348, 400]
paragraph: এই আঁচনিখনৰ জৰিয়তে গ্ৰামাঞ্চলৰ মহিলাসকলে নিজৰ পায়ে থিয় হোৱাৰ সুযোগ লাভ কৰিছে। ২০২০ চনৰ পৰা আৰম্ভ হোৱা এই আঁচনিখনে ইতিমধ্যে যথেষ্ট সফলতা অৰ্জন কৰিছে। bbox=[371, 1545, 708, 1589]
article-body-arunachal bbox=[371, 1832, 708, 2424]
paragraph: সামগ্ৰিকভাৱে ক'বলৈ গ'লে অসমৰ মহিলাসকল আজি এক জাগ্ৰত শক্তি হিচাপে আত্মপ্ৰকাশ কৰিছে। ভৱিষ্যতে এই ধাৰা অব্যাহত থাকিব বুলি আশা কৰা হৈছে। bbox=[731, 1376, 1068, 1420]
paragraph: সম্প্ৰদায়টোৰ নেতৃবৃন্দই কয় যে বহু বছৰ ধৰি তেওঁলোকে বিভিন্ন সমস্যাৰ সন্মুখীন হৈ আহিছে। এই সমস্যাসমূহ সমাধানৰ বাবে চৰকাৰৰ হস্তক্ষেপ বিচাৰিছে। bbox=[371, 2178, 708, 2223]
article-jubin bbox=[60, 594, 348, 1231]
paragraph: ইয়াৰ উপৰিও সামাজিক সুৰক্ষাৰ ক্ষেত্ৰত চৰকাৰে লোৱা বিভিন্ন আঁচনিসমূহ সাধাৰণ জনতাৰ মাজত সঠিকভাৱে প্ৰচাৰ হোৱা প্ৰয়োজন। প্ৰকৃততে প্ৰাপ্য সুবিধাৰ পৰা বহু লোক বঞ্চিত হৈ আছে। bbox=[60, 461, 348, 505]
headline-scientist: বিশ্বৰ শীৰ্ষ বিজ্ঞানীৰ... bbox=[788, 2107, 1011, 2138]
column-1 bbox=[60, 181, 348, 1912]
headline-jorhat: যোৰহাটত শিৱসাগৰৰ... bbox=[775, 1563, 1024, 1594]
paragraph: বিভিন্ন সংগঠনেও ঘটনাটোৰ প্ৰতিবাদ জনাই প্ৰতিবাদী কাৰ্যসূচী ৰূপায়ণ কৰে। তেওঁলোকে দ্ৰুত বিচাৰৰ দাবী জনায়। bbox=[731, 1884, 1068, 1912]
paragraph: আজিৰ তাৰিখত অসমৰ মহিলাসকলে সমাজৰ প্ৰতিটো ক্ষেত্ৰতে নিজৰ দক্ষতা প্ৰমাণ কৰি আহিছে। ৰাজনীতি, প্ৰশাসন, ক্ৰীড়া আদি ক্ষেত্ৰত তেওঁলোকৰ অৱদান উল্লেখনীয়। bbox=[371, 1650, 708, 1694]
paragraph: ৰাজ্যিক পৰ্যায়ত অনুষ্ঠিত হ'বলগীয়া নিয়োগ পৰীক্ষাৰ বাবে প্ৰস্তুতি সম্পূৰ্ণ হৈ উঠিছে। বিভিন্ন জিলাত পৰীক্ষা কেন্দ্ৰ স্থাপন কৰা হৈছে। bbox=[1091, 1114, 1428, 1143]
paragraph: ভৱিষ্যতেও এই ধাৰা অব্যাহত থাকিব বুলি তেওঁ আশ্বাস দিয়ে। সভাত স্থানীয় নেতৃবৃন্দও উপস্থিত থাকে। bbox=[1091, 1753, 1428, 1781]
masthead bbox=[60, 82, 1396, 127]
paragraph: নিগমখনৰ কৰ্মচাৰীসকলৰ সমস্যাসমূহো সমাধানৰ বাবে যথোচিত পদক্ষেপ গ্ৰহণ কৰা হ'ব বুলি তেওঁ আশ্বাস দিয়ে। bbox=[60, 1505, 348, 1533]
paragraph: মহিলাসকলৰ আৰ্থিক স্বাৱলম্বিতাৰ ক্ষেত্ৰত এই আঁচনিখনে গুৰুত্বপূৰ্ণ ভূমিকা গ্ৰহণ কৰিছে। বহু মহিলাই নিজৰ সৰু ব্যৱসায় আৰম্ভ কৰি পৰিয়ালৰ আৰ্থিক উন্নয়নত অৰিহণা যোগাইছে। bbox=[371, 404, 708, 448]
paragraph: এক ৰাজহুৱা সভাত ভাষণ প্ৰসংগত তেওঁ এই মন্তব্য কৰে। সভাত বিপুল সংখ্যক লোকে অংশগ্ৰহণ কৰে। bbox=[1091, 1789, 1428, 1818]
paragraph: শিক্ষাৰ্থীসকলৰ স্বাৰ্থ সুৰক্ষিত ৰখাটোৱেই আটাইতকৈ গুৰুত্বপূৰ্ণ বুলি সকলো পক্ষই একমত পোষণ কৰিছে। bbox=[1091, 659, 1428, 687]
headline-studio: স্টুডিঅ' নিৰ্মাণৰ নামত... bbox=[1131, 1872, 1388, 1903]
headline-mahila: অসমৰ মহিলা আজি এক জাগ্ৰত শক্তিলৈ... bbox=[398, 196, 681, 264]
paragraph: শিক্ষা, স্বাস্থ্য আৰু কৰ্মসংস্থানৰ ক্ষেত্ৰত মহিলাসকলৰ অংশগ্ৰহণ বৃদ্ধি পোৱাটো এক শুভ লক্ষণ বুলি বিশেষজ্ঞসকলে মত প্ৰকাশ কৰিছে। bbox=[371, 561, 708, 590]
article-body-deep-shekhar bbox=[60, 1294, 348, 1907]
paragraph: এই দিশত স্বেচ্ছাসেৱী সংগঠনসমূহেও গুৰুত্বপূৰ্ণ ভূমিকা পালন কৰিব পাৰে। প্ৰশাসনৰ সৈতে সমন্বয় ৰক্ষা কৰি কাম কৰিলে অধিক ফলপ্ৰসূ হ'ব। bbox=[371, 1739, 708, 1767]
paragraph: নাৰী সুৰক্ষাৰ ক্ষেত্ৰতো চৰকাৰে বিভিন্ন পদক্ষেপ গ্ৰহণ কৰিছে। মহিলা থানা, হেল্পলাইন আদিৰ জৰিয়তে সেৱা আগবঢ়োৱা হৈছে। bbox=[371, 1189, 708, 1218]
paper-name: দৈনিক জনমভূমি bbox=[1278, 140, 1396, 161]
paragraph: তথাপিও গ্ৰামাঞ্চলৰ বহু মহিলা এতিয়াও প্ৰাপ্য সুবিধাৰ পৰা বঞ্চিত হৈ আছে। তেওঁলোকৰ ওচৰলৈ চৰকাৰী আঁচনিসমূহ কঢ়িয়াই নিয়াটো অতি প্ৰয়োজনীয়। bbox=[371, 1351, 708, 1396]
paragraph: আন্তৰ্জাতিক পৰ্যায়ত প্ৰকাশিত এই তালিকাখনত বিশ্বৰ বিভিন্ন দেশৰ বিজ্ঞানীসকলৰ নাম অন্তৰ্ভুক্ত হৈছে। ভাৰতৰ পৰাও কেইবাজনো বিজ্ঞানীয়ে স্থান লাভ কৰিছে। bbox=[731, 2193, 1068, 2237]
paragraph: শিক্ষা আৰু স্বাস্থ্য সেৱাৰ ক্ষেত্ৰতো তেওঁলোকে যথোচিত সুবিধা লাভ কৰা নাই বুলি অভিযোগ উত্থাপন কৰিছে। bbox=[371, 1996, 708, 2024]
paragraph: গতিকে প্ৰশাসনে এই দিশত বিশেষ দৃষ্টি দি সাধাৰণ মানুহৰ ওচৰলৈ এই আঁচনিসমূহ কঢ়িয়াই নিব লাগিব। তেতিয়াহে প্ৰকৃত অৰ্থত উন্নয়ন সম্ভৱ হৈ উঠিব। bbox=[60, 513, 348, 558]
paragraph: বিজ্ঞান বিভাগৰ অধ্যাপক তথা এ আই ৰ দৰে সমসাময়িক প্ৰযুক্তিৰ ওপৰত গৱেষণা চলাই থকা বিজ্ঞানীসকলৰ তালিকাত স্থান লাভ কৰিছে। bbox=[731, 2157, 1068, 2185]
paragraph: সামাজিক দৃষ্টিভংগীৰ পৰিৱৰ্তনো সমানেই গুৰুত্বপূৰ্ণ। পৰিয়ালৰ ভিতৰতে মহিলাসকলক সমান মৰ্যাদা দিয়াটো প্ৰয়োজনীয়। bbox=[731, 1072, 1068, 1101]
paragraph: নিযুক্তিৰ ক্ষেত্ৰত অনিয়ম সংঘটিত হোৱা বুলি অভিযোগ উত্থাপন হৈছে। বিভিন্ন পদত নিযুক্তি প্ৰদানৰ ক্ষেত্ৰত নিয়ম উলংঘা কৰা হৈছে। bbox=[1091, 298, 1428, 326]
paragraph: যাত্ৰীসকলৰ সুবিধাৰ প্ৰতি লক্ষ্য ৰাখি নতুন বাছ সেৱা আৰম্ভ কৰাৰ লগতে পুৰণি বাছসমূহ মেৰামতিৰ ব্যৱস্থা কৰা হ'ব বুলিও তেওঁ জনায়। bbox=[60, 1400, 348, 1444]
paragraph: শিক্ষাৰ ক্ষেত্ৰত ছাত্ৰীসকলৰ সংখ্যা বৃদ্ধি পোৱাটো আনন্দৰ বিষয়। উচ্চ শিক্ষাৰ ক্ষেত্ৰতো মহিলাসকলে উল্লেখযোগ্য সফলতা লাভ কৰিছে। bbox=[731, 219, 1068, 248]
